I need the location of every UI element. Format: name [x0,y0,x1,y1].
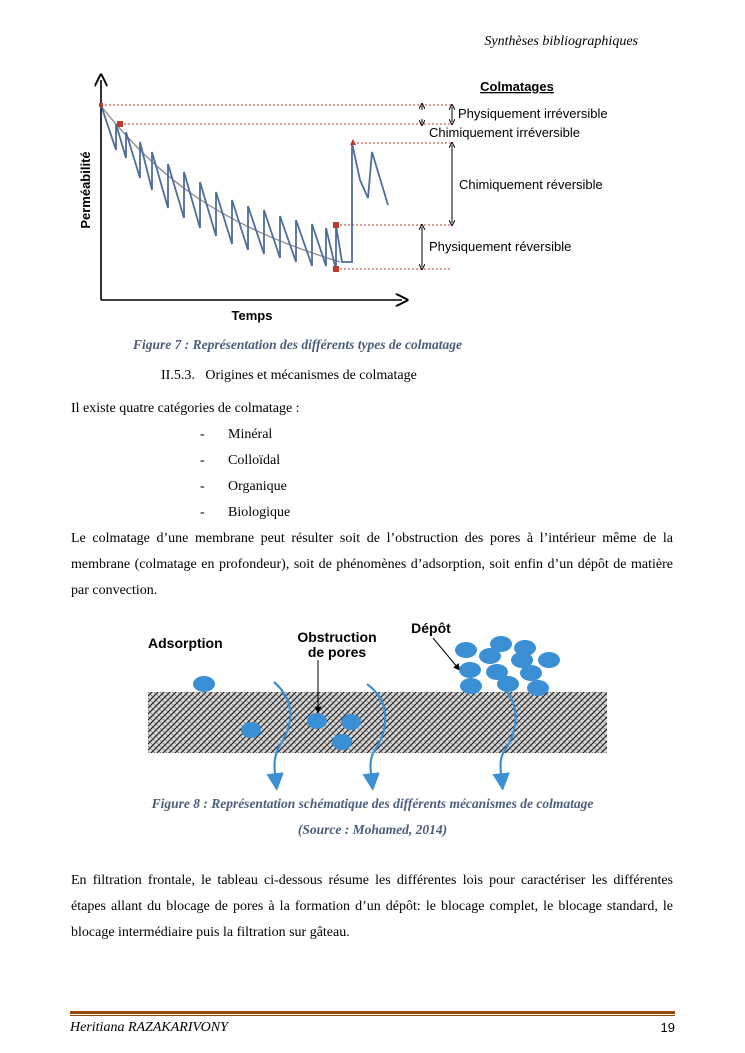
permeability-sawtooth [101,105,388,270]
categories-list [200,422,290,526]
footer-rule-thin [70,1015,675,1016]
band-label-chemically-reversible: Chimiquement réversible [459,177,603,192]
figure-7-caption: Figure 7 : Représentation des différents types de colmatage [133,337,462,352]
subsection-title: Origines et mécanismes de colmatage [205,368,417,383]
obstruction-label-line1: Obstruction [297,629,377,645]
reference-lines [101,105,452,269]
categories-intro: Il existe quatre catégories de colmatage : [71,401,300,416]
depot-pointer [433,638,458,668]
figure-8-diagram [0,610,745,790]
figure-7-chart [0,0,745,340]
page-number: 19 [660,1020,675,1035]
adsorption-label: Adsorption [148,635,223,651]
band-label-physically-irreversible: Physiquement irréversible [458,106,608,121]
point-markers [99,103,356,272]
footer-rule [70,1011,675,1014]
x-axis-label: Temps [231,308,273,323]
subsection-heading [161,368,417,384]
list-item: - Colloïdal [200,453,281,468]
subsection-number: II.5.3. [161,368,195,383]
list-item: - Biologique [200,505,291,520]
band-label-chemically-irreversible: Chimiquement irréversible [429,125,580,140]
y-axis-label: Perméabilité [78,151,93,229]
paragraph-frontal-filtration: En filtration frontale, le tableau ci-dessous résume les différentes lois pour caractériser les différentes étapes allant du blocage de pores à la formation d’un dépôt: le blocage complet, le blocage standard, le blocage intermédiaire puis la filtration sur gâteau. [71,873,673,940]
list-item: - Organique [200,479,287,494]
depot-label: Dépôt [411,620,451,636]
band-label-physically-reversible: Physiquement réversible [429,239,572,254]
obstruction-label-line2: de pores [307,644,367,660]
list-item: - Minéral [200,427,273,442]
figure-8-source: (Source : Mohamed, 2014) [297,822,448,837]
paragraph-fouling-mechanisms: Le colmatage d’une membrane peut résulter soit de l’obstruction des pores à l’intérieur même de la membrane (colmatage en profondeur), soit de phénomènes d’adsorption, soit enfin d’un dépôt de matière par convection. [71,531,673,598]
footer-author: Heritiana RAZAKARIVONY [70,1020,228,1035]
chart-title: Colmatages [480,79,554,94]
permeability-trend-curve [101,106,340,262]
figure-8-caption: Figure 8 : Représentation schématique des différents mécanismes de colmatage [151,796,594,811]
running-header: Synthèses bibliographiques [484,34,638,49]
